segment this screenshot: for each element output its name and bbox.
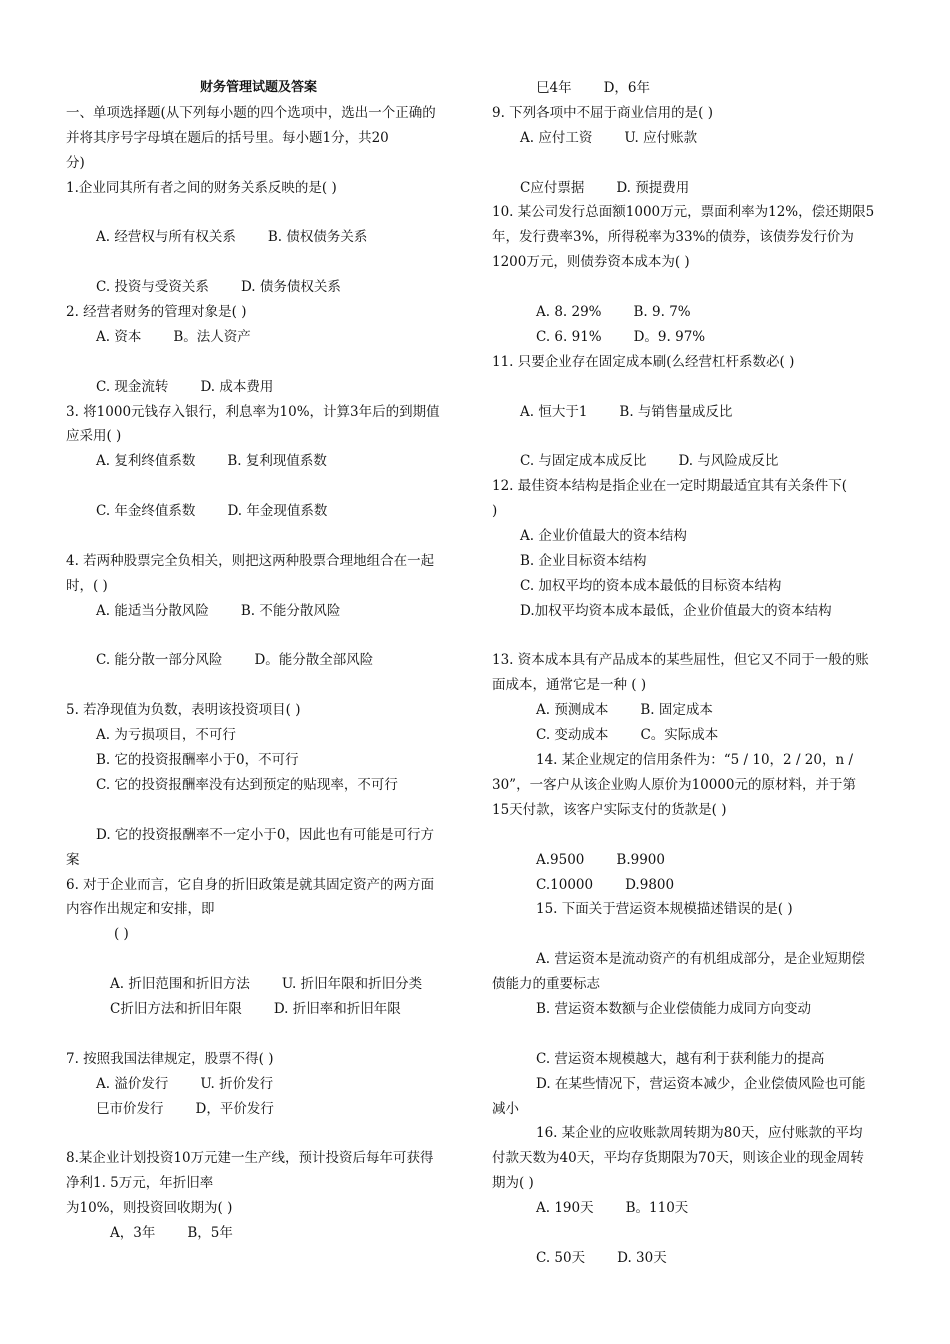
option: A. 经营权与所有权关系 [96,229,236,246]
option: A. 溢价发行 [96,1075,169,1092]
options-row [66,449,468,474]
option: C应付票据 [520,179,585,196]
option: D. 30天 [617,1249,667,1266]
option: A. 190天 [536,1200,594,1217]
option: C. 营运资本规模越大，越有利于获利能力的提高 [536,1050,825,1067]
options-row [492,76,888,101]
option: B. 它的投资报酬率小于0，不可行 [96,752,299,769]
right-column [492,76,888,1271]
question-stem: 12. 最佳资本结构是指企业在一定时期最适宜其有关条件下( [492,478,848,495]
option: D。能分散全部风险 [254,652,374,669]
question-stem: 净利1. 5万元，年折旧率 [66,1175,214,1192]
question-stem: 14. 某企业规定的信用条件为：“5 / 10，2 / 20，n / [536,752,853,769]
options-row [66,997,468,1022]
option: A. 资本 [96,328,142,345]
option: C. 变动成本 [536,727,609,744]
option: C折旧方法和折旧年限 [110,1000,242,1017]
question-stem: 期为( ) [492,1175,534,1192]
question-stem: 1.企业同其所有者之间的财务关系反映的是( ) [66,179,337,196]
options-row [492,1246,888,1271]
question-stem: 9. 下列各项中不屈于商业信用的是( ) [492,104,713,121]
question-stem: 1200万元，则债券资本成本为( ) [492,254,690,271]
option: A，3年 [110,1224,156,1241]
option: B. 复利现值系数 [227,453,327,470]
question-stem: 应采用( ) [66,428,122,445]
question-stem: 11. 只要企业存在固定成本刷(么经营杠杆系数必( ) [492,353,795,370]
option: D. 成本费用 [200,378,274,395]
page-title: 财务管理试题及答案 [200,80,318,95]
options-row [492,698,888,723]
option: A. 企业价值最大的资本结构 [520,528,687,545]
option: B，5年 [187,1224,233,1241]
question-stem: 13. 资本成本具有产品成本的某些屈性，但它又不同于一般的账 [492,652,869,669]
option: A. 复利终值系数 [96,453,196,470]
answer-bracket: ( ) [114,926,129,943]
option: D. 年金现值系数 [227,503,328,520]
option: A. 预测成本 [536,702,609,719]
question-stem: 16. 某企业的应收账款周转期为80天，应付账款的平均 [536,1125,863,1142]
option: A. 折旧范围和折旧方法 [110,976,250,993]
question-stem: 10. 某公司发行总面额1000万元，票面利率为12%，偿还期限5 [492,204,875,221]
option: A. 8. 29% [536,304,602,321]
option: D，6年 [603,80,651,96]
question-stem: 5. 若净现值为负数，表明该投资项目( ) [66,702,301,719]
option: B. 债权债务关系 [267,229,368,246]
option: D.9800 [625,876,675,893]
options-row [492,848,888,873]
option: D. 预提费用 [616,179,690,196]
options-row [66,972,468,997]
option: C.10000 [536,876,594,893]
options-row [66,599,468,624]
question-stem: ) [492,503,498,520]
option: C. 加权平均的资本成本最低的目标资本结构 [520,577,782,594]
options-row [66,1072,468,1097]
question-stem: 7. 按照我国法律规定，股票不得( ) [66,1050,274,1067]
options-row [66,325,468,350]
options-row [66,225,468,250]
question-stem: 15天付款，该客户实际支付的货款是( ) [492,801,727,818]
options-row [66,1221,468,1246]
option: U. 折旧年限和折旧分类 [281,976,423,993]
option: C。实际成本 [640,727,719,744]
option-continuation: 案 [66,851,80,868]
option: B. 9. 7% [633,304,691,321]
option: A. 应付工资 [520,129,593,146]
option: A. 能适当分散风险 [96,602,209,619]
section-intro-line: 并将其序号字母填在题后的括号里。每小题1分，共20 [66,129,389,146]
option: U. 折价发行 [200,1075,274,1092]
option: D. 在某些情况下，营运资本减少，企业偿债风险也可能 [536,1075,866,1092]
options-row [66,375,468,400]
option: C. 投资与受资关系 [96,279,209,296]
option: B.9900 [616,851,665,868]
options-row [66,275,468,300]
options-row [492,1196,888,1221]
option-continuation: 债能力的重要标志 [492,976,600,993]
question-stem: 面成本，通常它是一种 ( ) [492,677,647,694]
option: A.9500 [536,851,585,868]
options-row [492,723,888,748]
options-row [492,449,888,474]
question-stem: 内容作出规定和安排，即 [66,901,215,918]
option: C. 50天 [536,1249,586,1266]
section-intro-line: 一、单项选择题(从下列每小题的四个选项中，选出一个正确的 [66,104,436,121]
question-stem: 为10%，则投资回收期为( ) [66,1200,233,1217]
option: B。法人资产 [173,328,251,345]
option: A. 营运资本是流动资产的有机组成部分，是企业短期偿 [536,951,865,968]
option: B. 固定成本 [640,702,713,719]
option: D。9. 97% [633,328,706,345]
options-row [66,648,468,673]
option: B. 企业目标资本结构 [520,552,647,569]
question-stem: 30”，一客户从该企业购人原价为10000元的原材料，并于第 [492,776,857,793]
option: B. 与销售量成反比 [619,403,733,420]
option: U. 应付账款 [624,129,698,146]
option: C. 能分散一部分风险 [96,652,223,669]
question-stem: 2. 经营者财务的管理对象是( ) [66,304,247,321]
option: C. 与固定成本成反比 [520,453,647,470]
options-row [492,176,888,201]
options-row [492,325,888,350]
section-intro-line: 分) [66,154,85,171]
question-stem: 时，( ) [66,577,108,594]
question-stem: 8.某企业计划投资10万元建一生产线，预计投资后每年可获得 [66,1150,434,1167]
option: B. 不能分散风险 [240,602,341,619]
options-row [492,300,888,325]
option: A. 恒大于1 [520,403,588,420]
option: C. 现金流转 [96,378,169,395]
options-row [492,400,888,425]
options-row [492,126,888,151]
option: C. 它的投资报酬率没有达到预定的贴现率，不可行 [96,776,398,793]
option: 巳4年 [536,80,572,96]
option: B。110天 [625,1200,689,1217]
options-row [66,1097,468,1122]
question-stem: 付款天数为40天，平均存货期限为70天，则该企业的现金周转 [492,1150,864,1167]
question-stem: 3. 将1000元钱存入银行，利息率为10%，计算3年后的到期值 [66,403,440,420]
question-stem: 6. 对于企业而言，它自身的折旧政策是就其固定资产的两方面 [66,876,435,893]
options-row [66,499,468,524]
left-column [66,76,468,1246]
option: 巳市价发行 [96,1100,164,1117]
option: D. 它的投资报酬率不一定小于0，因此也有可能是可行方 [96,826,435,843]
option: D，平价发行 [195,1100,274,1117]
option: C. 年金终值系数 [96,503,196,520]
question-stem: 4. 若两种股票完全负相关，则把这两种股票合理地组合在一起 [66,552,435,569]
option: D.加权平均资本成本最低，企业价值最大的资本结构 [520,602,832,619]
options-row [492,873,888,898]
option: D. 债务债权关系 [240,279,341,296]
question-stem: 15. 下面关于营运资本规模描述错误的是( ) [536,901,793,918]
option-continuation: 减小 [492,1100,519,1117]
option: D. 折旧率和折旧年限 [273,1000,401,1017]
option: B. 营运资本数额与企业偿债能力成同方向变动 [536,1000,812,1017]
question-stem: 年，发行费率3%，所得税率为33%的债券，该债券发行价为 [492,229,854,246]
option: D. 与风险成反比 [678,453,779,470]
option: A. 为亏损项目，不可行 [96,727,236,744]
option: C. 6. 91% [536,328,602,345]
